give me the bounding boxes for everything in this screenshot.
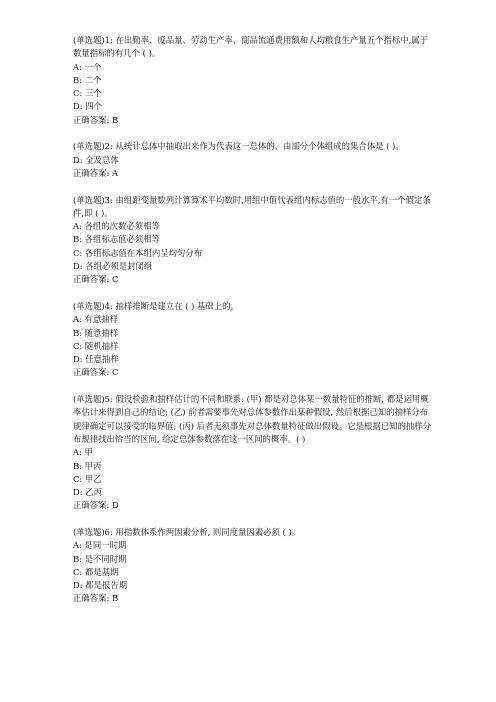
question-5 <box>73 393 433 513</box>
option-d: D: 四个 <box>73 101 102 112</box>
option-b: B: 甲丙 <box>73 460 102 471</box>
option-d: D: 各组必须是封闭组 <box>73 261 153 272</box>
option-c: C: 随机抽样 <box>73 340 119 351</box>
correct-answer: 正确答案: C <box>73 367 119 378</box>
question-4 <box>73 300 433 380</box>
correct-answer: 正确答案: A <box>73 167 119 178</box>
option-b: B: 二个 <box>73 74 102 85</box>
option-d: D: 全及总体 <box>73 154 119 165</box>
option-c: C: 都是基期 <box>73 566 119 577</box>
question-stem: (单选题)5: 假设检验和抽样估计的不同和联系: (甲) 都是对总体某一数量特征的推断, 都是运用概率估计来得到自己的结论; (乙) 前者需要事先对总体参数作出某种假设, 然后根据已知的抽样分布规律确定可以接受的临界值; (丙) 后者无须事先对总体数量特征做出假设。它是根据已知的抽样分布规律找出恰当的区间, 给定总体参数落在这一区间的概率。( ) <box>73 394 432 444</box>
question-6 <box>73 526 433 606</box>
option-a: A: 有意抽样 <box>73 314 119 325</box>
option-d: D: 任意抽样 <box>73 354 119 365</box>
question-stem: (单选题)4: 抽样推断是建立在 ( ) 基础上的。 <box>73 300 239 311</box>
question-3 <box>73 194 433 287</box>
question-stem: (单选题)6: 用指数体系作两因素分析, 则同度量因素必须 ( )。 <box>73 526 301 537</box>
correct-answer: 正确答案: D <box>73 500 119 511</box>
question-stem: (单选题)2: 从统计总体中抽取出来作为代表这一总体的、由部分个体组成的集合体是 ( )。 <box>73 141 404 152</box>
option-c: C: 三个 <box>73 88 102 99</box>
question-list <box>73 34 433 619</box>
option-a: A: 一个 <box>73 61 102 72</box>
question-stem: (单选题)1: 在出勤率、废品量、劳动生产率、商品流通费用额和人均粮食生产量五个指标中,属于数量指标的有几个 ( )。 <box>73 35 429 59</box>
option-c: C: 甲乙 <box>73 473 102 484</box>
option-c: C: 各组标志值在本组内呈均匀分布 <box>73 247 203 258</box>
option-a: A: 各组的次数必须相等 <box>73 221 160 232</box>
option-d: D: 乙丙 <box>73 487 102 498</box>
question-stem: (单选题)3: 由组距变量数列计算算术平均数时,用组中值代表组内标志值的一般水平,有一个假定条件,即 ( )。 <box>73 194 431 218</box>
correct-answer: 正确答案: C <box>73 274 119 285</box>
option-a: A: 甲 <box>73 447 93 458</box>
option-b: B: 各组标志值必须相等 <box>73 234 161 245</box>
question-2 <box>73 140 433 180</box>
question-1 <box>73 34 433 127</box>
option-b: B: 随意抽样 <box>73 327 119 338</box>
option-d: D: 都是报告期 <box>73 580 128 591</box>
correct-answer: 正确答案: B <box>73 114 119 125</box>
correct-answer: 正确答案: B <box>73 593 119 604</box>
option-b: B: 是不同时期 <box>73 553 127 564</box>
option-a: A: 是同一时期 <box>73 540 127 551</box>
